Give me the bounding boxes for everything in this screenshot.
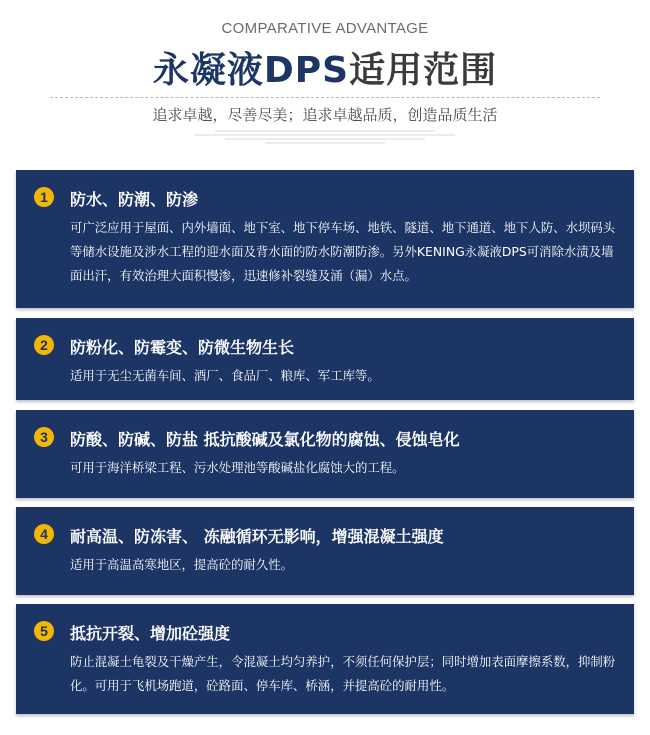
header-divider [50,97,600,98]
eyebrow-text: COMPARATIVE ADVANTAGE [221,20,429,37]
slogan: 追求卓越，尽善尽美；追求卓越品质，创造品质生活 [152,106,498,124]
title-scope: 适用范围 [349,50,498,91]
feature-description: 适用于无尘无菌车间、酒厂、食品厂、粮库、军工库等。 [70,368,380,383]
feature-title: 防酸、防碱、防盐 抵抗酸碱及氯化物的腐蚀、侵蚀皂化 [70,430,460,449]
feature-card-1 [16,170,634,308]
feature-description: 可广泛应用于屋面、内外墙面、地下室、地下停车场、地铁、隧道、地下通道、地下人防、水坝码头等储水设施及涉水工程的迎水面及背水面的防水防潮防渗。另外KENING永凝液DPS可消除水渍及墙面出汗，有效治理大面积慢渗，迅速修补裂缝及涌（漏）水点。 [70,220,616,283]
number-badge: 2 [34,335,54,355]
header [0,0,650,150]
title-product-code: DPS [263,50,350,91]
number-badge: 5 [34,621,54,641]
feature-description: 防止混凝土龟裂及干燥产生，令混凝土均匀养护，不须任何保护层；同时增加表面摩擦系数，抑制粉化。可用于飞机场跑道，砼路面、停车库、桥涵，并提高砼的耐用性。 [70,654,616,693]
feature-title: 抵抗开裂、增加砼强度 [70,624,231,643]
number-badge: 1 [34,187,54,207]
title-product-name: 永凝液 [152,50,264,91]
number-badge: 3 [34,427,54,447]
feature-card-3 [16,410,634,498]
feature-title: 防粉化、防霉变、防微生物生长 [70,338,295,357]
feature-description: 可用于海洋桥梁工程、污水处理池等酸碱盐化腐蚀大的工程。 [70,460,405,475]
page-title [0,42,650,93]
feature-card-2 [16,318,634,400]
number-badge: 4 [34,524,54,544]
decorative-lines [180,128,470,144]
feature-description: 适用于高温高寒地区，提高砼的耐久性。 [70,557,294,572]
feature-card-4 [16,507,634,595]
feature-card-5 [16,604,634,714]
feature-title: 耐高温、防冻害、 冻融循环无影响，增强混凝土强度 [70,527,444,546]
feature-title: 防水、防潮、防渗 [70,190,199,209]
